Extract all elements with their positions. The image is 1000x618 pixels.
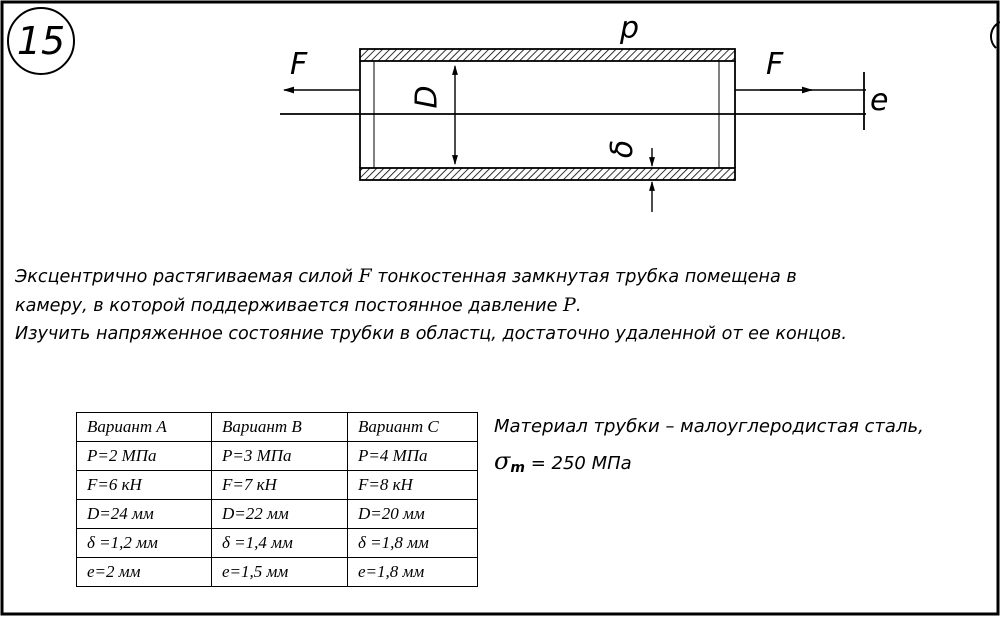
- table-cell: D=22 мм: [212, 500, 348, 529]
- force-label-right: F: [766, 47, 784, 82]
- tube-wall-bottom: [360, 168, 735, 180]
- table-cell: δ =1,4 мм: [212, 529, 348, 558]
- eccentricity-label: e: [870, 83, 889, 118]
- table-cell: e=1,5 мм: [212, 558, 348, 587]
- table-cell: D=24 мм: [77, 500, 212, 529]
- header-variant-a: Вариант A: [77, 413, 212, 442]
- table-cell: D=20 мм: [348, 500, 478, 529]
- sigma-value: = 250 МПа: [524, 453, 632, 474]
- force-label-left: F: [290, 47, 308, 82]
- table-header-row: [77, 413, 478, 442]
- statement-line-2: камеру, в которой поддерживается постоянное давление P.: [15, 294, 582, 316]
- pressure-label: p: [620, 11, 640, 46]
- table-row: [77, 442, 478, 471]
- table-cell: F=6 кН: [77, 471, 212, 500]
- material-line: Материал трубки – малоуглеродистая сталь,: [494, 416, 924, 437]
- header-variant-c: Вариант C: [348, 413, 478, 442]
- material-info: [494, 410, 924, 485]
- yield-stress-line: [494, 444, 924, 485]
- table-row: [77, 558, 478, 587]
- table-cell: δ =1,2 мм: [77, 529, 212, 558]
- table-cell: P=3 МПа: [212, 442, 348, 471]
- sigma-subscript: m: [510, 460, 525, 476]
- header-variant-b: Вариант B: [212, 413, 348, 442]
- table-cell: F=8 кН: [348, 471, 478, 500]
- statement-line-3: Изучить напряженное состояние трубки в областц, достаточно удаленной от ее концов.: [15, 324, 848, 344]
- table-cell: F=7 кН: [212, 471, 348, 500]
- problem-number: 15: [16, 19, 66, 63]
- table-cell: δ =1,8 мм: [348, 529, 478, 558]
- table-cell: e=2 мм: [77, 558, 212, 587]
- table-cell: P=2 МПа: [77, 442, 212, 471]
- statement-line-1: Эксцентрично растягиваемая силой F тонкостенная замкнутая трубка помещена в: [15, 265, 797, 287]
- table-cell: e=1,8 мм: [348, 558, 478, 587]
- table-cell: P=4 МПа: [348, 442, 478, 471]
- sigma-symbol: σ: [494, 447, 511, 475]
- table-row: [77, 529, 478, 558]
- table-row: [77, 471, 478, 500]
- problem-statement: [15, 262, 990, 348]
- thickness-label: δ: [605, 139, 641, 159]
- diameter-label: D: [409, 85, 445, 109]
- variants-table: [76, 412, 478, 587]
- table-row: [77, 500, 478, 529]
- tube-wall-top: [360, 49, 735, 61]
